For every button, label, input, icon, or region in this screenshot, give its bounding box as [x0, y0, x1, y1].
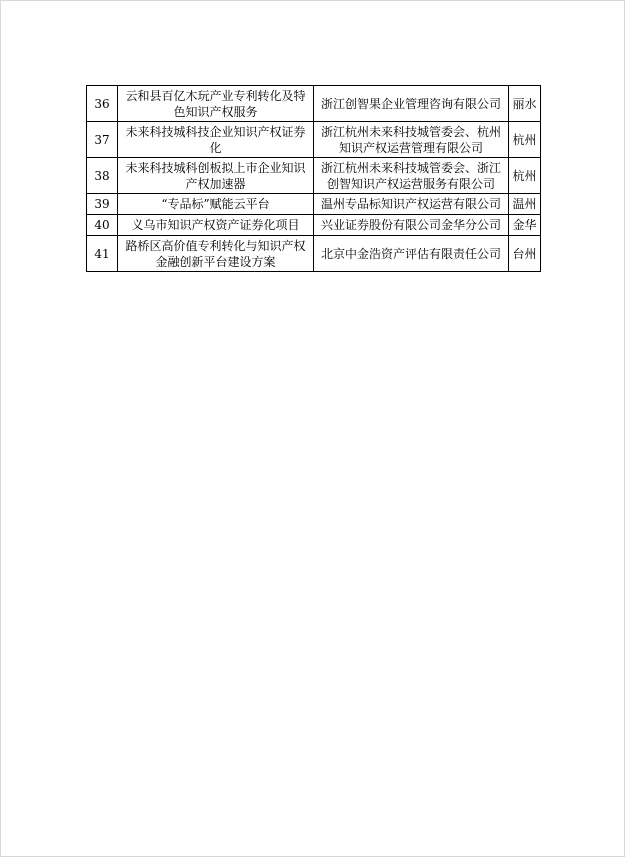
project-name: 义乌市知识产权资产证券化项目: [118, 215, 314, 236]
row-number: 39: [87, 194, 118, 215]
project-name: “专品标”赋能云平台: [118, 194, 314, 215]
table-row: [87, 86, 541, 122]
row-number: 37: [87, 122, 118, 158]
table-row: [87, 158, 541, 194]
project-name: 未来科技城科技企业知识产权证券化: [118, 122, 314, 158]
city-name: 金华: [509, 215, 541, 236]
table-row: [87, 122, 541, 158]
table-row: [87, 194, 541, 215]
project-name: 云和县百亿木玩产业专利转化及特色知识产权服务: [118, 86, 314, 122]
table-row: [87, 236, 541, 272]
project-name: 路桥区高价值专利转化与知识产权金融创新平台建设方案: [118, 236, 314, 272]
organization-name: 浙江杭州未来科技城管委会、杭州知识产权运营管理有限公司: [314, 122, 509, 158]
organization-name: 浙江杭州未来科技城管委会、浙江创智知识产权运营服务有限公司: [314, 158, 509, 194]
city-name: 丽水: [509, 86, 541, 122]
project-table: [86, 85, 541, 272]
row-number: 36: [87, 86, 118, 122]
project-name: 未来科技城科创板拟上市企业知识产权加速器: [118, 158, 314, 194]
organization-name: 浙江创智果企业管理咨询有限公司: [314, 86, 509, 122]
city-name: 杭州: [509, 158, 541, 194]
row-number: 40: [87, 215, 118, 236]
organization-name: 北京中金浩资产评估有限责任公司: [314, 236, 509, 272]
city-name: 台州: [509, 236, 541, 272]
city-name: 温州: [509, 194, 541, 215]
organization-name: 温州专品标知识产权运营有限公司: [314, 194, 509, 215]
city-name: 杭州: [509, 122, 541, 158]
table-row: [87, 215, 541, 236]
organization-name: 兴业证券股份有限公司金华分公司: [314, 215, 509, 236]
row-number: 38: [87, 158, 118, 194]
row-number: 41: [87, 236, 118, 272]
